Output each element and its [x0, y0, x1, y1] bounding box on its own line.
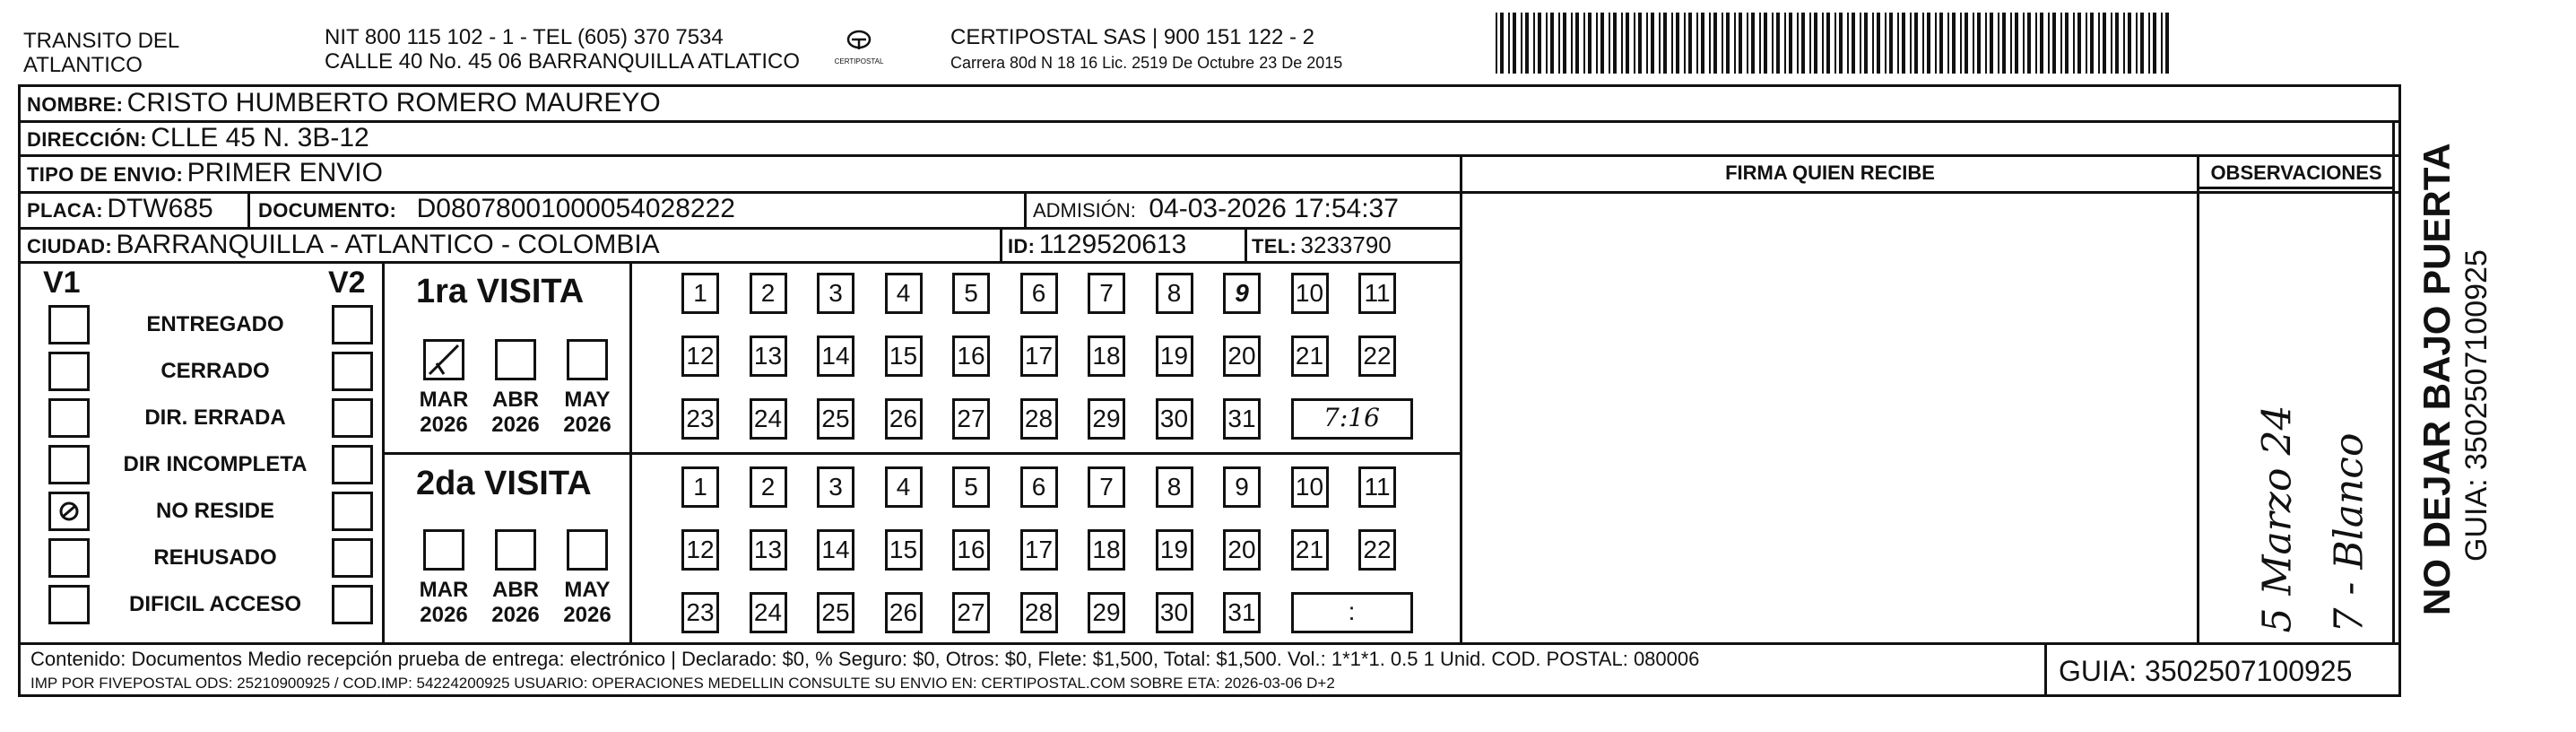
documento-value: D080780010000540282​22 — [416, 194, 735, 223]
visit1-month-label: ABR 2026 — [491, 388, 540, 437]
row-divider — [18, 261, 1461, 264]
col-divider-right — [2392, 120, 2395, 644]
barcode-bar — [1764, 13, 1767, 74]
direccion-label: DIRECCIÓN: — [27, 128, 147, 151]
barcode-bar — [2165, 13, 2169, 74]
barcode-bar — [2128, 13, 2131, 74]
barcode-bar — [1563, 13, 1566, 74]
barcode-bar — [1860, 13, 1861, 74]
barcode-bar — [1922, 13, 1924, 74]
barcode-bar — [1575, 13, 1579, 74]
company-contact — [325, 25, 800, 74]
v2-checkbox[interactable] — [332, 492, 373, 531]
visit1-day-box[interactable]: 11 — [1358, 273, 1396, 314]
carrier-line: CERTIPOSTAL SAS | 900 151 122 - 2 — [950, 25, 1314, 49]
visit2-day-box[interactable]: 22 — [1358, 529, 1396, 571]
barcode-bar — [1952, 13, 1956, 74]
observaciones-header: OBSERVACIONES — [2210, 161, 2382, 184]
visit1-day-box[interactable]: 8 — [1156, 273, 1193, 314]
barcode-bar — [1521, 13, 1522, 74]
visit2-day-box[interactable]: 19 — [1156, 529, 1193, 571]
visit2-month-label: ABR 2026 — [491, 578, 540, 627]
visit2-day-box[interactable]: 25 — [817, 592, 854, 633]
v1-checkbox[interactable] — [48, 445, 90, 484]
status-label: DIR. ERRADA — [144, 405, 286, 430]
barcode-bar — [2090, 13, 2094, 74]
visit1-day-box[interactable]: 12 — [681, 336, 719, 377]
visit1-day-box[interactable]: 14 — [817, 336, 854, 377]
barcode-bar — [1847, 13, 1849, 74]
barcode — [1496, 13, 2177, 74]
visit2-day-box[interactable]: 26 — [885, 592, 923, 633]
barcode-bar — [2040, 13, 2043, 74]
v2-label: V2 — [328, 266, 366, 300]
ciudad-row — [27, 230, 660, 260]
v1-checkbox[interactable] — [48, 352, 90, 391]
barcode-bar — [1947, 13, 1949, 74]
barcode-bar — [1734, 13, 1736, 74]
visit2-month-checkbox[interactable] — [423, 529, 464, 571]
visit1-day-box[interactable]: 4 — [885, 273, 923, 314]
visit2-day-box[interactable]: 30 — [1156, 592, 1193, 633]
v2-checkbox[interactable] — [332, 585, 373, 624]
barcode-bar — [1872, 13, 1874, 74]
tipo-label: TIPO DE ENVIO: — [27, 163, 184, 186]
placa-value: DTW685 — [107, 194, 213, 223]
barcode-bar — [1809, 13, 1811, 74]
barcode-bar — [1513, 13, 1516, 74]
id-label: ID: — [1008, 235, 1036, 257]
barcode-bar — [1751, 13, 1755, 74]
placa-row — [27, 194, 213, 224]
cell-divider — [1000, 227, 1002, 261]
v1-checkbox[interactable] — [48, 492, 90, 531]
visit2-day-box[interactable]: 20 — [1223, 529, 1261, 571]
barcode-bar — [1646, 13, 1648, 74]
visit2-day-box[interactable]: 23 — [681, 592, 719, 633]
barcode-bar — [1864, 13, 1868, 74]
barcode-bar — [1558, 13, 1560, 74]
visit2-day-box[interactable]: 28 — [1020, 592, 1058, 633]
barcode-bar — [1500, 13, 1504, 74]
barcode-bar — [2027, 13, 2031, 74]
barcode-bar — [2086, 13, 2087, 74]
visit1-day-box[interactable]: 7 — [1088, 273, 1125, 314]
direccion-value: CLLE 45 N. 3B-12 — [151, 123, 369, 152]
visit2-day-box[interactable]: 17 — [1020, 529, 1058, 571]
visit1-day-box[interactable]: 13 — [750, 336, 787, 377]
visit1-day-box[interactable]: 1 — [681, 273, 719, 314]
v1-label: V1 — [43, 266, 81, 300]
barcode-bar — [1696, 13, 1698, 74]
barcode-bar — [1852, 13, 1855, 74]
barcode-bar — [1960, 13, 1962, 74]
barcode-bar — [1776, 13, 1780, 74]
barcode-bar — [1998, 13, 1999, 74]
visit2-day-box[interactable]: 14 — [817, 529, 854, 571]
barcode-bar — [1613, 13, 1617, 74]
visit2-day-box[interactable]: 18 — [1088, 529, 1125, 571]
status-label: CERRADO — [160, 359, 270, 383]
visit2-day-box[interactable]: 27 — [952, 592, 990, 633]
footer-imp-line: IMP POR FIVEPOSTAL ODS: 25210900925 / COD.IMP: 54224200925 USUARIO: OPERACIONES MEDELLIN CONSULTE SU ENVIO EN: CERTIPOSTAL.COM SOBRE ETA: 2026-03-06 D+2 — [30, 675, 1335, 692]
visit1-day-box[interactable]: 25 — [817, 398, 854, 440]
barcode-bar — [2161, 13, 2163, 74]
visit1-month-label: MAY 2026 — [563, 388, 611, 437]
barcode-bar — [1688, 13, 1692, 74]
visit2-month-checkbox[interactable] — [495, 529, 536, 571]
visit1-day-box[interactable]: 16 — [952, 336, 990, 377]
visit1-day-box[interactable]: 17 — [1020, 336, 1058, 377]
barcode-bar — [2115, 13, 2119, 74]
barcode-bar — [1739, 13, 1742, 74]
ciudad-value: BARRANQUILLA - ATLANTICO - COLOMBIA — [116, 230, 660, 259]
barcode-bar — [1902, 13, 1905, 74]
placa-label: PLACA: — [27, 199, 103, 222]
visit2-day-box[interactable]: 7 — [1088, 466, 1125, 508]
visit-divider — [382, 452, 1461, 455]
visit1-day-box[interactable]: 27 — [952, 398, 990, 440]
barcode-bar — [1885, 13, 1886, 74]
id-row — [1008, 230, 1186, 260]
barcode-bar — [1897, 13, 1899, 74]
barcode-bar — [2023, 13, 2025, 74]
visit2-day-box[interactable]: 4 — [885, 466, 923, 508]
barcode-bar — [1927, 13, 1930, 74]
barcode-bar — [1671, 13, 1673, 74]
frame-top — [18, 84, 2401, 87]
ciudad-label: CIUDAD: — [27, 235, 112, 257]
barcode-bar — [1588, 13, 1592, 74]
cell-divider — [1245, 227, 1247, 261]
barcode-bar — [2015, 13, 2018, 74]
barcode-bar — [1797, 13, 1799, 74]
visit1-month-checkbox[interactable] — [495, 339, 536, 380]
visit2-day-box[interactable]: 12 — [681, 529, 719, 571]
status-label: NO RESIDE — [155, 499, 275, 523]
barcode-bar — [1772, 13, 1774, 74]
visit2-day-box[interactable]: 15 — [885, 529, 923, 571]
footer-guia: GUIA: 3502507100925 — [2059, 655, 2353, 687]
col-divider-firma — [1460, 154, 1462, 644]
visit1-day-box[interactable]: 26 — [885, 398, 923, 440]
barcode-bar — [1784, 13, 1786, 74]
barcode-bar — [2035, 13, 2037, 74]
visit2-day-box[interactable]: 29 — [1088, 592, 1125, 633]
barcode-bar — [1713, 13, 1717, 74]
barcode-bar — [2073, 13, 2075, 74]
barcode-bar — [1977, 13, 1981, 74]
barcode-bar — [1985, 13, 1987, 74]
visit2-time-box[interactable]: : — [1291, 592, 1413, 633]
barcode-bar — [1726, 13, 1730, 74]
barcode-bar — [2002, 13, 2006, 74]
barcode-bar — [1910, 13, 1912, 74]
frame-left — [18, 84, 21, 696]
barcode-bar — [1826, 13, 1830, 74]
col-divider-guia — [2044, 642, 2047, 696]
barcode-bar — [1973, 13, 1974, 74]
visit1-day-box[interactable]: 9 — [1223, 273, 1261, 314]
visit1-day-box[interactable]: 5 — [952, 273, 990, 314]
direccion-row — [27, 123, 369, 153]
tel-row — [1252, 231, 1392, 259]
nombre-label: NOMBRE: — [27, 93, 124, 116]
license-line: Carrera 80d N 18 16 Lic. 2519 De Octubre 23 De 2015 — [950, 54, 1343, 72]
visit1-month-checkbox[interactable] — [567, 339, 608, 380]
frame-right — [2398, 84, 2401, 696]
barcode-bar — [1722, 13, 1723, 74]
visit1-day-box[interactable]: 21 — [1291, 336, 1329, 377]
visit2-day-box[interactable]: 6 — [1020, 466, 1058, 508]
status-label: DIR INCOMPLETA — [123, 452, 308, 476]
id-value: 1129520613 — [1038, 230, 1187, 259]
visit1-day-box[interactable]: 28 — [1020, 398, 1058, 440]
visit1-month-checkbox[interactable] — [423, 339, 464, 380]
tick-mark-icon — [426, 342, 462, 378]
visit2-title: 2da VISITA — [416, 465, 592, 502]
barcode-bar — [2010, 13, 2012, 74]
visit2-day-box[interactable]: 8 — [1156, 466, 1193, 508]
barcode-bar — [1651, 13, 1654, 74]
barcode-bar — [2140, 13, 2144, 74]
row-divider — [18, 120, 2401, 123]
visit1-time-box[interactable]: 7:16 — [1291, 398, 1413, 440]
nit-line: NIT 800 115 102 - 1 - TEL (605) 370 7534 — [325, 25, 724, 49]
company-name — [23, 29, 179, 77]
barcode-bar — [1508, 13, 1510, 74]
side-warning: NO DEJAR BAJO PUERTA — [2416, 143, 2458, 615]
barcode-bar — [1709, 13, 1711, 74]
barcode-bar — [1801, 13, 1805, 74]
visit1-day-box[interactable]: 22 — [1358, 336, 1396, 377]
row-divider — [18, 154, 2401, 157]
v2-checkbox[interactable] — [332, 398, 373, 438]
admision-value: 04-03-2026 17:54:37 — [1149, 194, 1399, 223]
barcode-bar — [1877, 13, 1880, 74]
tel-value: 3233790 — [1300, 231, 1392, 258]
barcode-bar — [1939, 13, 1943, 74]
visit2-month-label: MAY 2026 — [563, 578, 611, 627]
barcode-bar — [1834, 13, 1836, 74]
visit2-day-box[interactable]: 21 — [1291, 529, 1329, 571]
barcode-bar — [1965, 13, 1968, 74]
barcode-bar — [1571, 13, 1573, 74]
barcode-bar — [1889, 13, 1893, 74]
visit1-month-label: MAR 2026 — [419, 388, 469, 437]
v1-checkbox[interactable] — [48, 305, 90, 344]
v1-checkbox[interactable] — [48, 398, 90, 438]
barcode-bar — [1538, 13, 1541, 74]
barcode-bar — [2123, 13, 2125, 74]
documento-row — [258, 194, 735, 224]
side-guia: GUIA: 3502507100925 — [2459, 249, 2494, 562]
observation-line-2: 7 - Blanco — [2326, 432, 2372, 633]
barcode-bar — [1935, 13, 1937, 74]
nombre-value: CRISTO HUMBERTO ROMERO MAUREYO — [126, 88, 661, 118]
barcode-bar — [1550, 13, 1554, 74]
cell-divider — [1024, 191, 1027, 227]
barcode-bar — [2136, 13, 2138, 74]
barcode-bar — [1684, 13, 1686, 74]
visit2-day-box[interactable]: 11 — [1358, 466, 1396, 508]
barcode-bar — [1621, 13, 1623, 74]
visit1-day-box[interactable]: 31 — [1223, 398, 1261, 440]
barcode-bar — [1747, 13, 1748, 74]
status-label: DIFICIL ACCESO — [128, 592, 301, 616]
barcode-bar — [2077, 13, 2081, 74]
company-line-2: ATLANTICO — [23, 53, 143, 77]
visit2-day-box[interactable]: 24 — [750, 592, 787, 633]
barcode-bar — [2153, 13, 2156, 74]
barcode-bar — [2098, 13, 2100, 74]
barcode-bar — [1701, 13, 1704, 74]
visit1-day-box[interactable]: 20 — [1223, 336, 1261, 377]
visit2-day-box[interactable]: 9 — [1223, 466, 1261, 508]
v2-checkbox[interactable] — [332, 305, 373, 344]
logo-text: CERTIPOSTAL — [834, 57, 884, 65]
visit1-day-box[interactable]: 18 — [1088, 336, 1125, 377]
month-divider — [629, 261, 632, 644]
status-label: ENTREGADO — [146, 312, 284, 336]
visit1-day-box[interactable]: 23 — [681, 398, 719, 440]
carrier-info — [950, 25, 1342, 73]
visit1-day-box[interactable]: 24 — [750, 398, 787, 440]
barcode-bar — [1659, 13, 1661, 74]
v2-checkbox[interactable] — [332, 352, 373, 391]
barcode-bar — [1814, 13, 1817, 74]
observation-line-1: 5 Marzo 24 — [2254, 405, 2301, 633]
visit2-day-box[interactable]: 5 — [952, 466, 990, 508]
col-divider-obs — [2197, 154, 2199, 644]
barcode-bar — [1676, 13, 1679, 74]
observations-handwriting — [2215, 233, 2376, 633]
visit1-title: 1ra VISITA — [416, 273, 585, 310]
barcode-bar — [2060, 13, 2062, 74]
visit1-day-box[interactable]: 30 — [1156, 398, 1193, 440]
barcode-bar — [1525, 13, 1529, 74]
tel-label: TEL: — [1252, 235, 1297, 257]
address-line: CALLE 40 No. 45 06 BARRANQUILLA ATLATICO — [325, 49, 801, 74]
visit2-month-label: MAR 2026 — [419, 578, 469, 627]
visit2-day-box[interactable]: 10 — [1291, 466, 1329, 508]
tipo-value: PRIMER ENVIO — [186, 158, 383, 187]
company-line-1: TRANSITO DEL — [23, 29, 180, 53]
visit2-day-box[interactable]: 3 — [817, 466, 854, 508]
barcode-bar — [1914, 13, 1918, 74]
visit1-day-box[interactable]: 6 — [1020, 273, 1058, 314]
tipo-row — [27, 158, 383, 188]
barcode-bar — [2048, 13, 2050, 74]
barcode-bar — [1789, 13, 1792, 74]
documento-label: DOCUMENTO: — [258, 199, 397, 222]
barcode-bar — [1759, 13, 1761, 74]
barcode-bar — [1663, 13, 1667, 74]
barcode-bar — [1600, 13, 1604, 74]
barcode-bar — [2148, 13, 2150, 74]
visit2-day-box[interactable]: 2 — [750, 466, 787, 508]
firma-header: FIRMA QUIEN RECIBE — [1725, 161, 1935, 184]
visit1-day-box[interactable]: 3 — [817, 273, 854, 314]
barcode-bar — [1546, 13, 1548, 74]
footer-contenido: Contenido: Documentos Medio recepción prueba de entrega: electrónico | Declarado: $0, % Seguro: $0, Otros: $0, Flete: $1,500, Total: $1,500. Vol.: 1*1*1. 0.5 1 Unid. COD. POSTAL: 080006 — [30, 648, 1700, 670]
barcode-bar — [1583, 13, 1585, 74]
nombre-row — [27, 88, 661, 118]
admision-label: ADMISIÓN: — [1033, 199, 1136, 222]
barcode-bar — [1533, 13, 1535, 74]
barcode-bar — [1638, 13, 1642, 74]
check-mark-icon — [51, 494, 87, 528]
cell-divider — [247, 191, 250, 227]
visit1-day-box[interactable]: 2 — [750, 273, 787, 314]
barcode-bar — [1990, 13, 1993, 74]
barcode-bar — [2065, 13, 2069, 74]
barcode-bar — [1596, 13, 1598, 74]
v2-checkbox[interactable] — [332, 538, 373, 578]
barcode-bar — [1496, 13, 1497, 74]
obs-header-line — [2197, 187, 2394, 189]
visit1-day-box[interactable]: 10 — [1291, 273, 1329, 314]
visit1-day-box[interactable]: 15 — [885, 336, 923, 377]
visit2-day-box[interactable]: 1 — [681, 466, 719, 508]
barcode-bar — [1822, 13, 1824, 74]
visit2-day-box[interactable]: 13 — [750, 529, 787, 571]
side-text — [2416, 113, 2494, 615]
barcode-bar — [1626, 13, 1629, 74]
visit2-day-box[interactable]: 31 — [1223, 592, 1261, 633]
v2-checkbox[interactable] — [332, 445, 373, 484]
barcode-bar — [1839, 13, 1843, 74]
barcode-bar — [2111, 13, 2112, 74]
barcode-bar — [1609, 13, 1610, 74]
barcode-bar — [1634, 13, 1635, 74]
certipostal-logo — [832, 25, 886, 72]
visit2-month-checkbox[interactable] — [567, 529, 608, 571]
v1-checkbox[interactable] — [48, 538, 90, 578]
status-label: REHUSADO — [153, 545, 277, 570]
barcode-bar — [2052, 13, 2056, 74]
visit1-day-box[interactable]: 29 — [1088, 398, 1125, 440]
visit1-day-box[interactable]: 19 — [1156, 336, 1193, 377]
v1-checkbox[interactable] — [48, 585, 90, 624]
barcode-bar — [2103, 13, 2106, 74]
admision-row — [1033, 194, 1399, 224]
visit2-day-box[interactable]: 16 — [952, 529, 990, 571]
